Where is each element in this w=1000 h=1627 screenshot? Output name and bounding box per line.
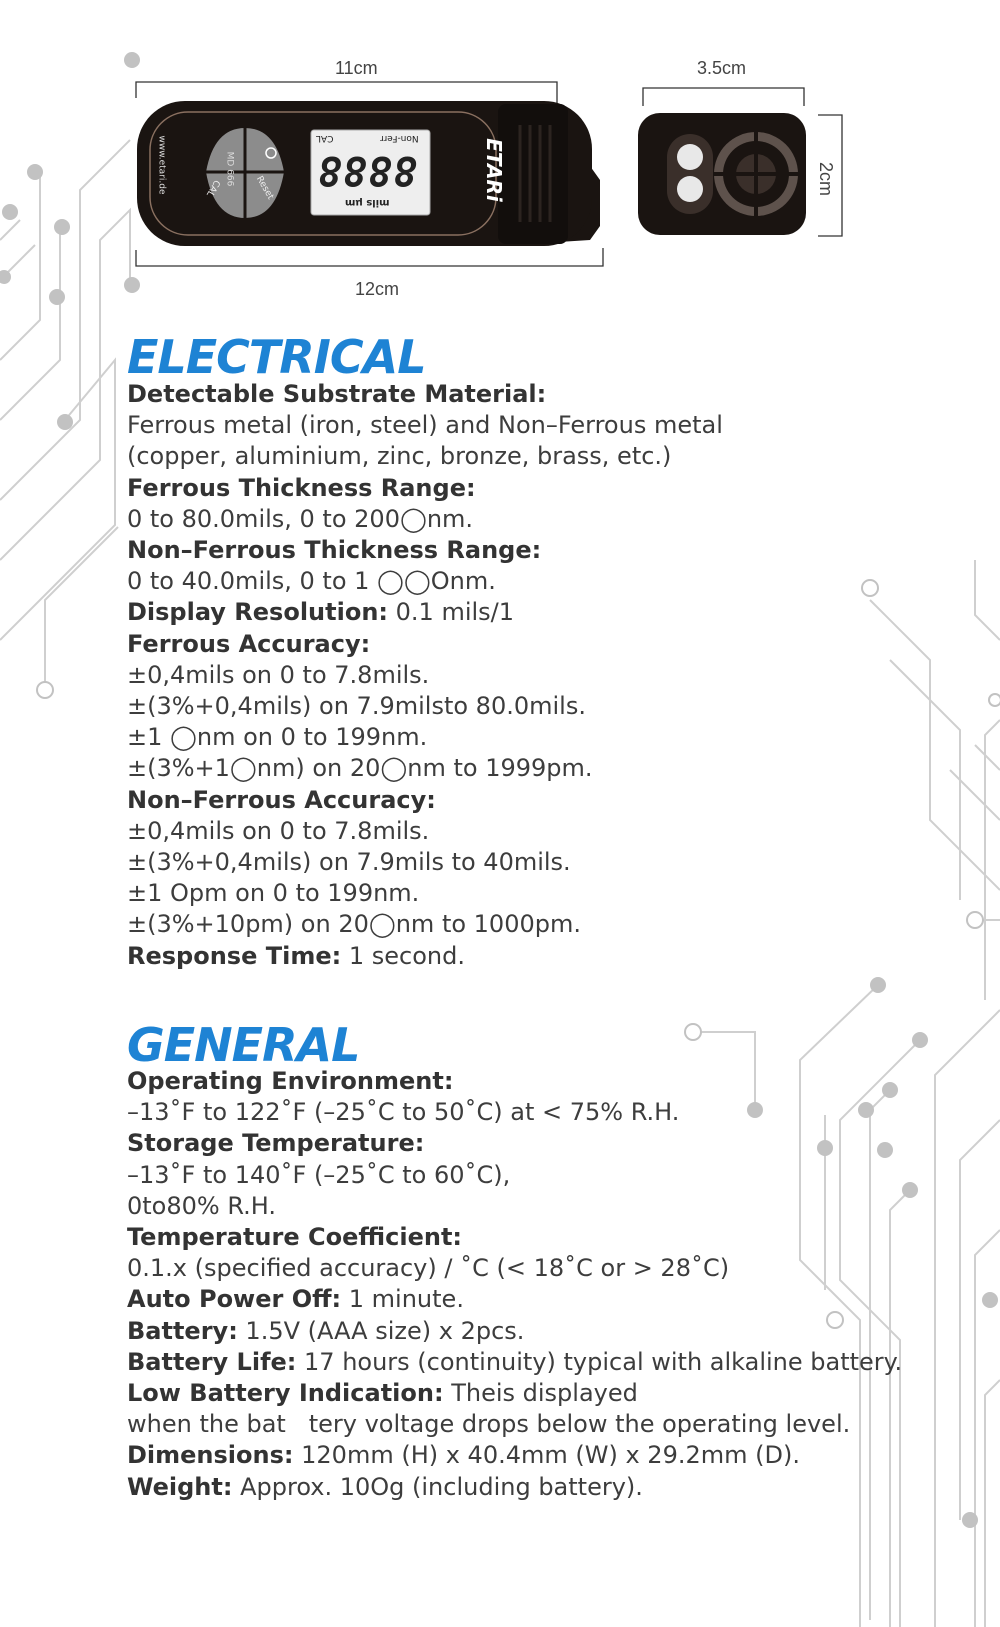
battery-row (127, 1316, 987, 1347)
operating-value: –13˚F to 122˚F (–25˚C to 50˚C) at < 75% R.H. (127, 1098, 680, 1127)
ferrous-range-label: Ferrous Thickness Range: (127, 473, 476, 502)
autopower-row (127, 1284, 987, 1315)
battery-life-value: 17 hours (continuity) typical with alkaline battery. (296, 1347, 903, 1376)
autopower-value: 1 minute. (341, 1285, 464, 1314)
nonferrous-accuracy-label: Non–Ferrous Accuracy: (127, 785, 436, 814)
resolution-row (127, 597, 987, 628)
ferrous-accuracy-line: ±0,4mils on 0 to 7.8mils. (127, 660, 430, 689)
operating-label: Operating Environment: (127, 1067, 454, 1095)
device-brand-logo: ETARi (481, 138, 506, 202)
electrical-heading: ELECTRICAL (127, 330, 426, 384)
device-lcd-cal-label: CAL (316, 133, 334, 143)
battery-life-row (127, 1347, 987, 1378)
nonferrous-range-value: 0 to 40.0mils, 0 to 1 ◯◯Onm. (127, 567, 496, 596)
low-battery-label: Low Battery Indication: (127, 1379, 444, 1408)
nonferrous-accuracy-line: ±(3%+0,4mils) on 7.9mils to 40mils. (127, 848, 571, 877)
device-lcd-nonferr-label: Non-Ferr (380, 133, 419, 143)
dimension-bottom-width: 12cm (355, 279, 400, 299)
weight-value: Approx. 10Og (including battery). (232, 1472, 643, 1501)
battery-label: Battery: (127, 1316, 238, 1345)
autopower-label: Auto Power Off: (127, 1285, 342, 1314)
low-battery-value: Theis displayed (443, 1379, 638, 1408)
dimensions-label: Dimensions: (127, 1441, 294, 1470)
ferrous-accuracy-label: Ferrous Accuracy: (127, 629, 371, 658)
dimensions-value: 120mm (H) x 40.4mm (W) x 29.2mm (D). (293, 1441, 800, 1470)
device-model: MD 666 (224, 151, 235, 187)
dimension-side-width: 3.5cm (697, 58, 747, 78)
general-specs (127, 1066, 987, 1503)
response-label: Response Time: (127, 941, 342, 970)
coefficient-value: 0.1.x (specified accuracy) / ˚C (< 18˚C or > 28˚C) (127, 1254, 730, 1283)
nonferrous-range-label: Non–Ferrous Thickness Range: (127, 536, 542, 565)
ferrous-accuracy-line: ±1 ◯nm on 0 to 199nm. (127, 723, 428, 752)
resolution-label: Display Resolution: (127, 598, 389, 627)
weight-row (127, 1472, 987, 1503)
device-website: www.etari.de (156, 135, 167, 195)
ferrous-range-value: 0 to 80.0mils, 0 to 200◯nm. (127, 504, 474, 533)
device-end-image (0, 0, 820, 260)
substrate-line-2: (copper, aluminium, zinc, bronze, brass, etc.) (127, 442, 672, 471)
device-lcd-digits: 8888 (317, 147, 418, 193)
low-battery-row (127, 1378, 987, 1409)
substrate-label: Detectable Substrate Material: (127, 380, 547, 408)
storage-label: Storage Temperature: (127, 1129, 425, 1158)
device-reset-button: Reset (253, 174, 276, 202)
dimension-side-height: 2cm (816, 162, 836, 197)
nonferrous-accuracy-line: ±1 Opm on 0 to 199nm. (127, 879, 420, 908)
response-row (127, 941, 987, 972)
electrical-specs (127, 379, 987, 972)
coefficient-label: Temperature Coefficient: (127, 1223, 463, 1252)
resolution-value: 0.1 mils/1 (388, 598, 515, 627)
device-cal-button: CAL (204, 177, 222, 199)
substrate-line-1: Ferrous metal (iron, steel) and Non–Ferrous metal (127, 411, 723, 440)
dimension-top-width: 11cm (335, 58, 378, 78)
device-lcd-units-label: mils μm (345, 197, 390, 208)
dimensions-row (127, 1440, 987, 1471)
nonferrous-accuracy-line: ±0,4mils on 0 to 7.8mils. (127, 816, 430, 845)
ferrous-accuracy-line: ±(3%+1◯nm) on 20◯nm to 1999pm. (127, 754, 593, 783)
general-heading: GENERAL (127, 1018, 360, 1072)
storage-line-2: 0to80% R.H. (127, 1191, 277, 1220)
response-value: 1 second. (341, 941, 465, 970)
battery-life-label: Battery Life: (127, 1347, 297, 1376)
storage-line-1: –13˚F to 140˚F (–25˚C to 60˚C), (127, 1160, 511, 1189)
nonferrous-accuracy-line: ±(3%+10pm) on 20◯nm to 1000pm. (127, 910, 581, 939)
weight-label: Weight: (127, 1472, 233, 1501)
low-battery-line-2: when the bat tery voltage drops below the operating level. (127, 1410, 851, 1439)
ferrous-accuracy-line: ±(3%+0,4mils) on 7.9milsto 80.0mils. (127, 692, 586, 721)
battery-value: 1.5V (AAA size) x 2pcs. (237, 1316, 525, 1345)
